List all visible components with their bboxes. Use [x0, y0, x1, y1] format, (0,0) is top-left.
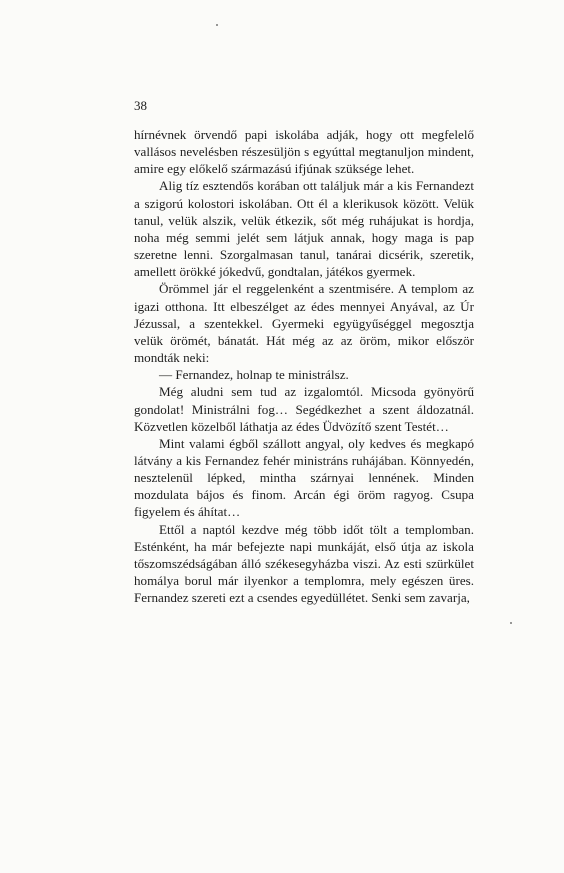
- paragraph-continued: hírnévnek örvendő papi iskolába adják, hogy ott megfelelő vallásos nevelésben részesüljön s egyúttal megtanuljon mindent, amire egy előkelő származású ifjúnak szüksége lehet.: [134, 127, 474, 177]
- dialogue-line: — Fernandez, holnap te ministrálsz.: [159, 367, 349, 383]
- page-number: 38: [134, 98, 147, 113]
- body-text: [134, 126, 474, 606]
- paragraph: Még aludni sem tud az izgalomtól. Micsoda gyönyörű gondolat! Ministrálni fog… Segédkezhet a szent áldozatnál. Közvetlen közelből láthatja az édes Üdvözítő szent Testét…: [134, 384, 474, 434]
- paragraph: Alig tíz esztendős korában ott találjuk már a kis Fernandezt a szigorú kolostori iskolában. Ott él a klerikusok között. Velük tanul, velük alszik, velük étkezik, sőt még ruhájukat is hordja, noha még semmi jelét sem látjuk annak, hogy maga is pap szeretne lenni. Szorgalmasan tanul, tanárai dicsérik, szeretik, amellett örökké jókedvű, gondtalan, játékos gyermek.: [134, 178, 474, 280]
- paragraph: Mint valami égből szállott angyal, oly kedves és megkapó látvány a kis Fernandez fehér ministráns ruhájában. Könnyedén, nesztelenül lépked, mintha szárnyai lennének. Minden mozdulata bájos és finom. Arcán égi öröm ragyog. Csupa figyelem és áhítat…: [134, 435, 474, 520]
- paragraph: Ettől a naptól kezdve még több időt tölt a templomban. Esténként, ha már befejezte napi munkáját, első útja az iskola tőszomszédságában álló székesegyházba viszi. Az esti szürkület homálya borul már ilyenkor a templomra, mely egészen üres. Fernandez szereti ezt a csendes egyedüllétet. Senki sem zavarja,: [134, 521, 474, 606]
- print-speck: [510, 622, 512, 624]
- paragraph: Örömmel jár el reggelenként a szentmisére. A templom az igazi otthona. Itt elbeszélget az édes mennyei Anyával, az Úr Jézussal, a szentekkel. Gyermeki együgyűséggel megosztja velük örömét, bánatát. Hát még az az öröm, mikor először mondták neki:: [134, 281, 474, 366]
- print-speck: [216, 24, 218, 26]
